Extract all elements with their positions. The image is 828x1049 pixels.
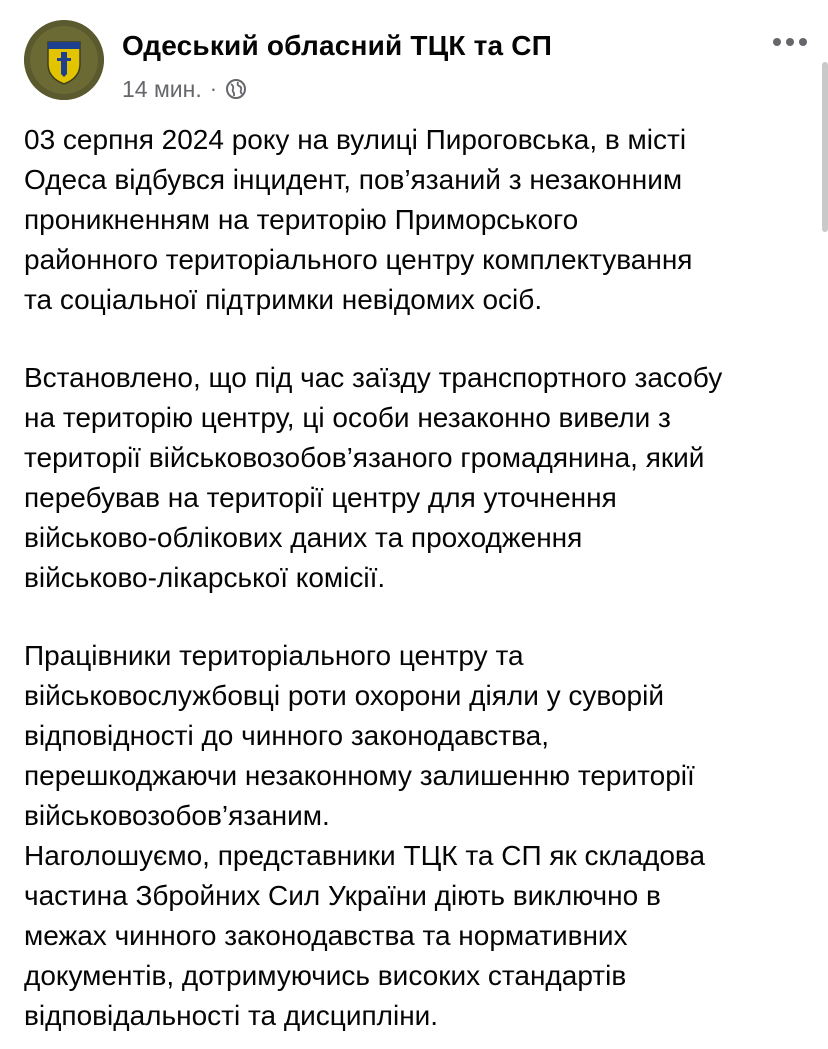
post-text-line: документів, дотримуючись високих стандартів xyxy=(24,960,627,991)
more-options-button[interactable] xyxy=(770,30,810,54)
post-text-line: перебував на території центру для уточнення xyxy=(24,482,617,513)
post-text-line: військово-облікових даних та проходження xyxy=(24,522,583,553)
post-text-line: проникненням на територію Приморського xyxy=(24,204,579,235)
post-text-line: частина Збройних Сил України діють виключно в xyxy=(24,880,661,911)
post-text-line: території військовозобов’язаного громадянина, який xyxy=(24,442,705,473)
post-text-line: військово-лікарської комісії. xyxy=(24,562,386,593)
post-text-line: відповідальності та дисципліни. xyxy=(24,1000,439,1031)
globe-icon[interactable] xyxy=(225,78,247,100)
scrollbar-thumb[interactable] xyxy=(822,62,828,232)
post-text-line: військовослужбовці роти охорони діяли у суворій xyxy=(24,680,664,711)
post-text-line: Працівники територіального центру та xyxy=(24,640,524,671)
post-text-line: перешкоджаючи незаконному залишенню території xyxy=(24,760,695,791)
paragraph-gap xyxy=(24,598,814,636)
post-text xyxy=(24,120,814,1036)
page-name[interactable]: Одеський обласний ТЦК та СП xyxy=(122,30,553,61)
page-avatar[interactable] xyxy=(24,20,104,100)
post-meta xyxy=(122,74,247,104)
shield-emblem-icon xyxy=(24,20,104,100)
post-text-line: відповідності до чинного законодавства, xyxy=(24,720,549,751)
post-text-line: Наголошуємо, представники ТЦК та СП як складова xyxy=(24,840,706,871)
post-text-line: 03 серпня 2024 року на вулиці Пироговська, в місті xyxy=(24,124,687,155)
post-text-line: Встановлено, що під час заїзду транспортного засобу xyxy=(24,362,723,393)
post-text-line: та соціальної підтримки невідомих осіб. xyxy=(24,284,543,315)
post-text-line: військовозобов’язаним. xyxy=(24,800,330,831)
post-text-line: Одеса відбувся інцидент, пов’язаний з незаконним xyxy=(24,164,683,195)
post-text-line: районного територіального центру комплектування xyxy=(24,244,693,275)
post-header xyxy=(24,20,814,102)
meta-separator: · xyxy=(209,76,218,101)
post-time[interactable]: 14 мин. xyxy=(122,75,202,102)
paragraph-gap xyxy=(24,320,814,358)
post-text-line: межах чинного законодавства та нормативних xyxy=(24,920,628,951)
more-dots-icon xyxy=(772,37,808,47)
post-text-line: на територію центру, ці особи незаконно вивели з xyxy=(24,402,671,433)
